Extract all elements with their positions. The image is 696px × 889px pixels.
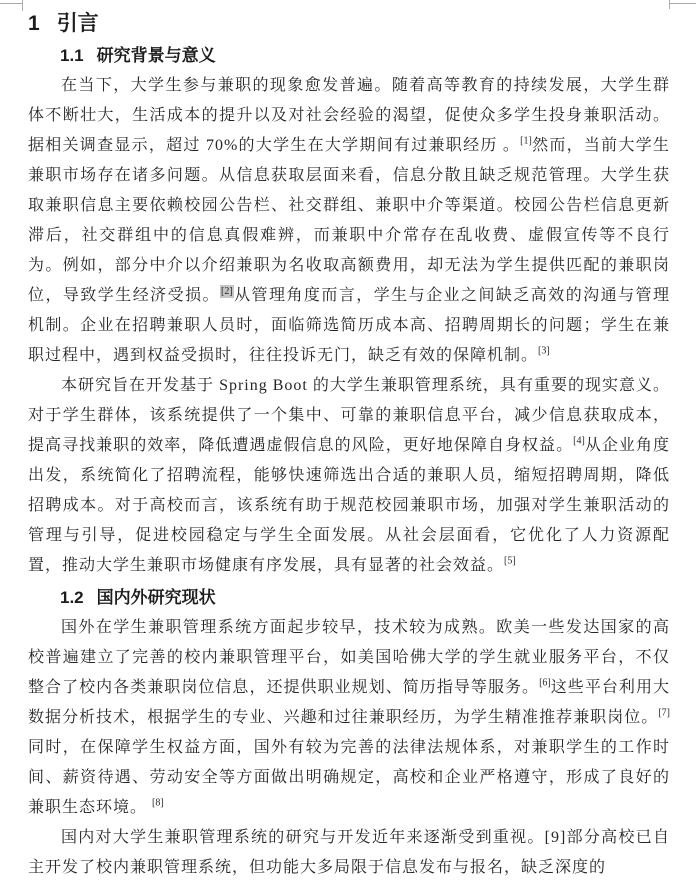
citation-marker: [8] [152,797,164,809]
citation-marker: [7] [658,707,670,719]
subsection-number: 1.2 [60,588,84,607]
section-number: 1 [28,12,40,35]
subsection-heading-1-2 [60,587,670,609]
citation-marker: [2] [220,285,233,297]
citation-marker: [6] [539,677,551,689]
text-run: 国内对大学生兼职管理系统的研究与开发近年来逐渐受到重视。[9]部分高校已自主开发了校内兼职管理系统，但功能大多局限于信息发布与报名，缺乏深度的 [28,829,670,876]
section-heading [28,10,670,37]
paragraph-background-2 [28,371,670,581]
text-run: 然而，当前大学生兼职市场存在诸多问题。从信息获取层面来看，信息分散且缺乏规范管理。大学生获取兼职信息主要依赖校园公告栏、社交群组、兼职中介等渠道。校园公告栏信息更新滞后，社交群组中的信息真假难辨，而兼职中介常存在乱收费、虚假宣传等不良行为。例如，部分中介以介绍兼职为名收取高额费用，却无法为学生提供匹配的兼职岗位，导致学生经济受损。 [28,137,670,304]
crop-mark-top-right-horizontal [670,3,696,4]
text-run: 这些平台利用大数据分析技术，根据学生的专业、兴趣和过往兼职经历，为学生精准推荐兼职岗位。 [28,679,670,726]
document-body [28,6,670,883]
subsection-number: 1.1 [60,46,84,65]
citation-marker: [3] [538,345,550,357]
text-run: 从企业角度出发，系统简化了招聘流程，能够快速筛选出合适的兼职人员，缩短招聘周期，降低招聘成本。对于高校而言，该系统有助于规范校园兼职市场，加强对学生兼职活动的管理与引导，促进校园稳定与学生全面发展。从社会层面看，它优化了人力资源配置，推动大学生兼职市场健康有序发展，具有显著的社会效益。 [28,437,670,574]
text-run: 本研究旨在开发基于 Spring Boot 的大学生兼职管理系统，具有重要的现实意义。对于学生群体，该系统提供了一个集中、可靠的兼职信息平台，减少信息获取成本，提高寻找兼职的效率，降低遭遇虚假信息的风险，更好地保障自身权益。 [28,377,670,454]
citation-marker: [1] [520,135,532,147]
citation-marker: [5] [504,555,516,567]
paragraph-research-status-foreign [28,613,670,823]
paragraph-background-1 [28,71,670,371]
paragraph-research-status-domestic [28,823,670,883]
subsection-title: 国内外研究现状 [96,588,216,607]
crop-mark-top-left-vertical [22,0,23,11]
text-run: 在当下，大学生参与兼职的现象愈发普遍。随着高等教育的持续发展，大学生群体不断壮大，生活成本的提升以及对社会经验的渴望，促使众多学生投身兼职活动。据相关调查显示，超过 70%的大学生在大学期间有过兼职经历 。 [28,77,670,154]
section-title: 引言 [56,12,99,35]
text-run: 国外在学生兼职管理系统方面起步较早，技术较为成熟。欧美一些发达国家的高校普遍建立了完善的校内兼职管理平台，如美国哈佛大学的学生就业服务平台，不仅整合了校内各类兼职岗位信息，还提供职业规划、简历指导等服务。 [28,619,670,696]
text-run: 从管理角度而言，学生与企业之间缺乏高效的沟通与管理机制。企业在招聘兼职人员时，面临筛选简历成本高、招聘周期长的问题；学生在兼职过程中，遇到权益受损时，往往投诉无门，缺乏有效的保障机制。 [28,287,670,364]
crop-mark-top-left-horizontal [0,3,22,4]
citation-marker: [4] [573,435,585,447]
subsection-title: 研究背景与意义 [96,46,216,65]
subsection-heading-1-1 [60,45,670,67]
text-run: 同时，在保障学生权益方面，国外有较为完善的法律法规体系，对兼职学生的工作时间、薪资待遇、劳动安全等方面做出明确规定，高校和企业严格遵守，形成了良好的兼职生态环境。 [28,739,670,816]
